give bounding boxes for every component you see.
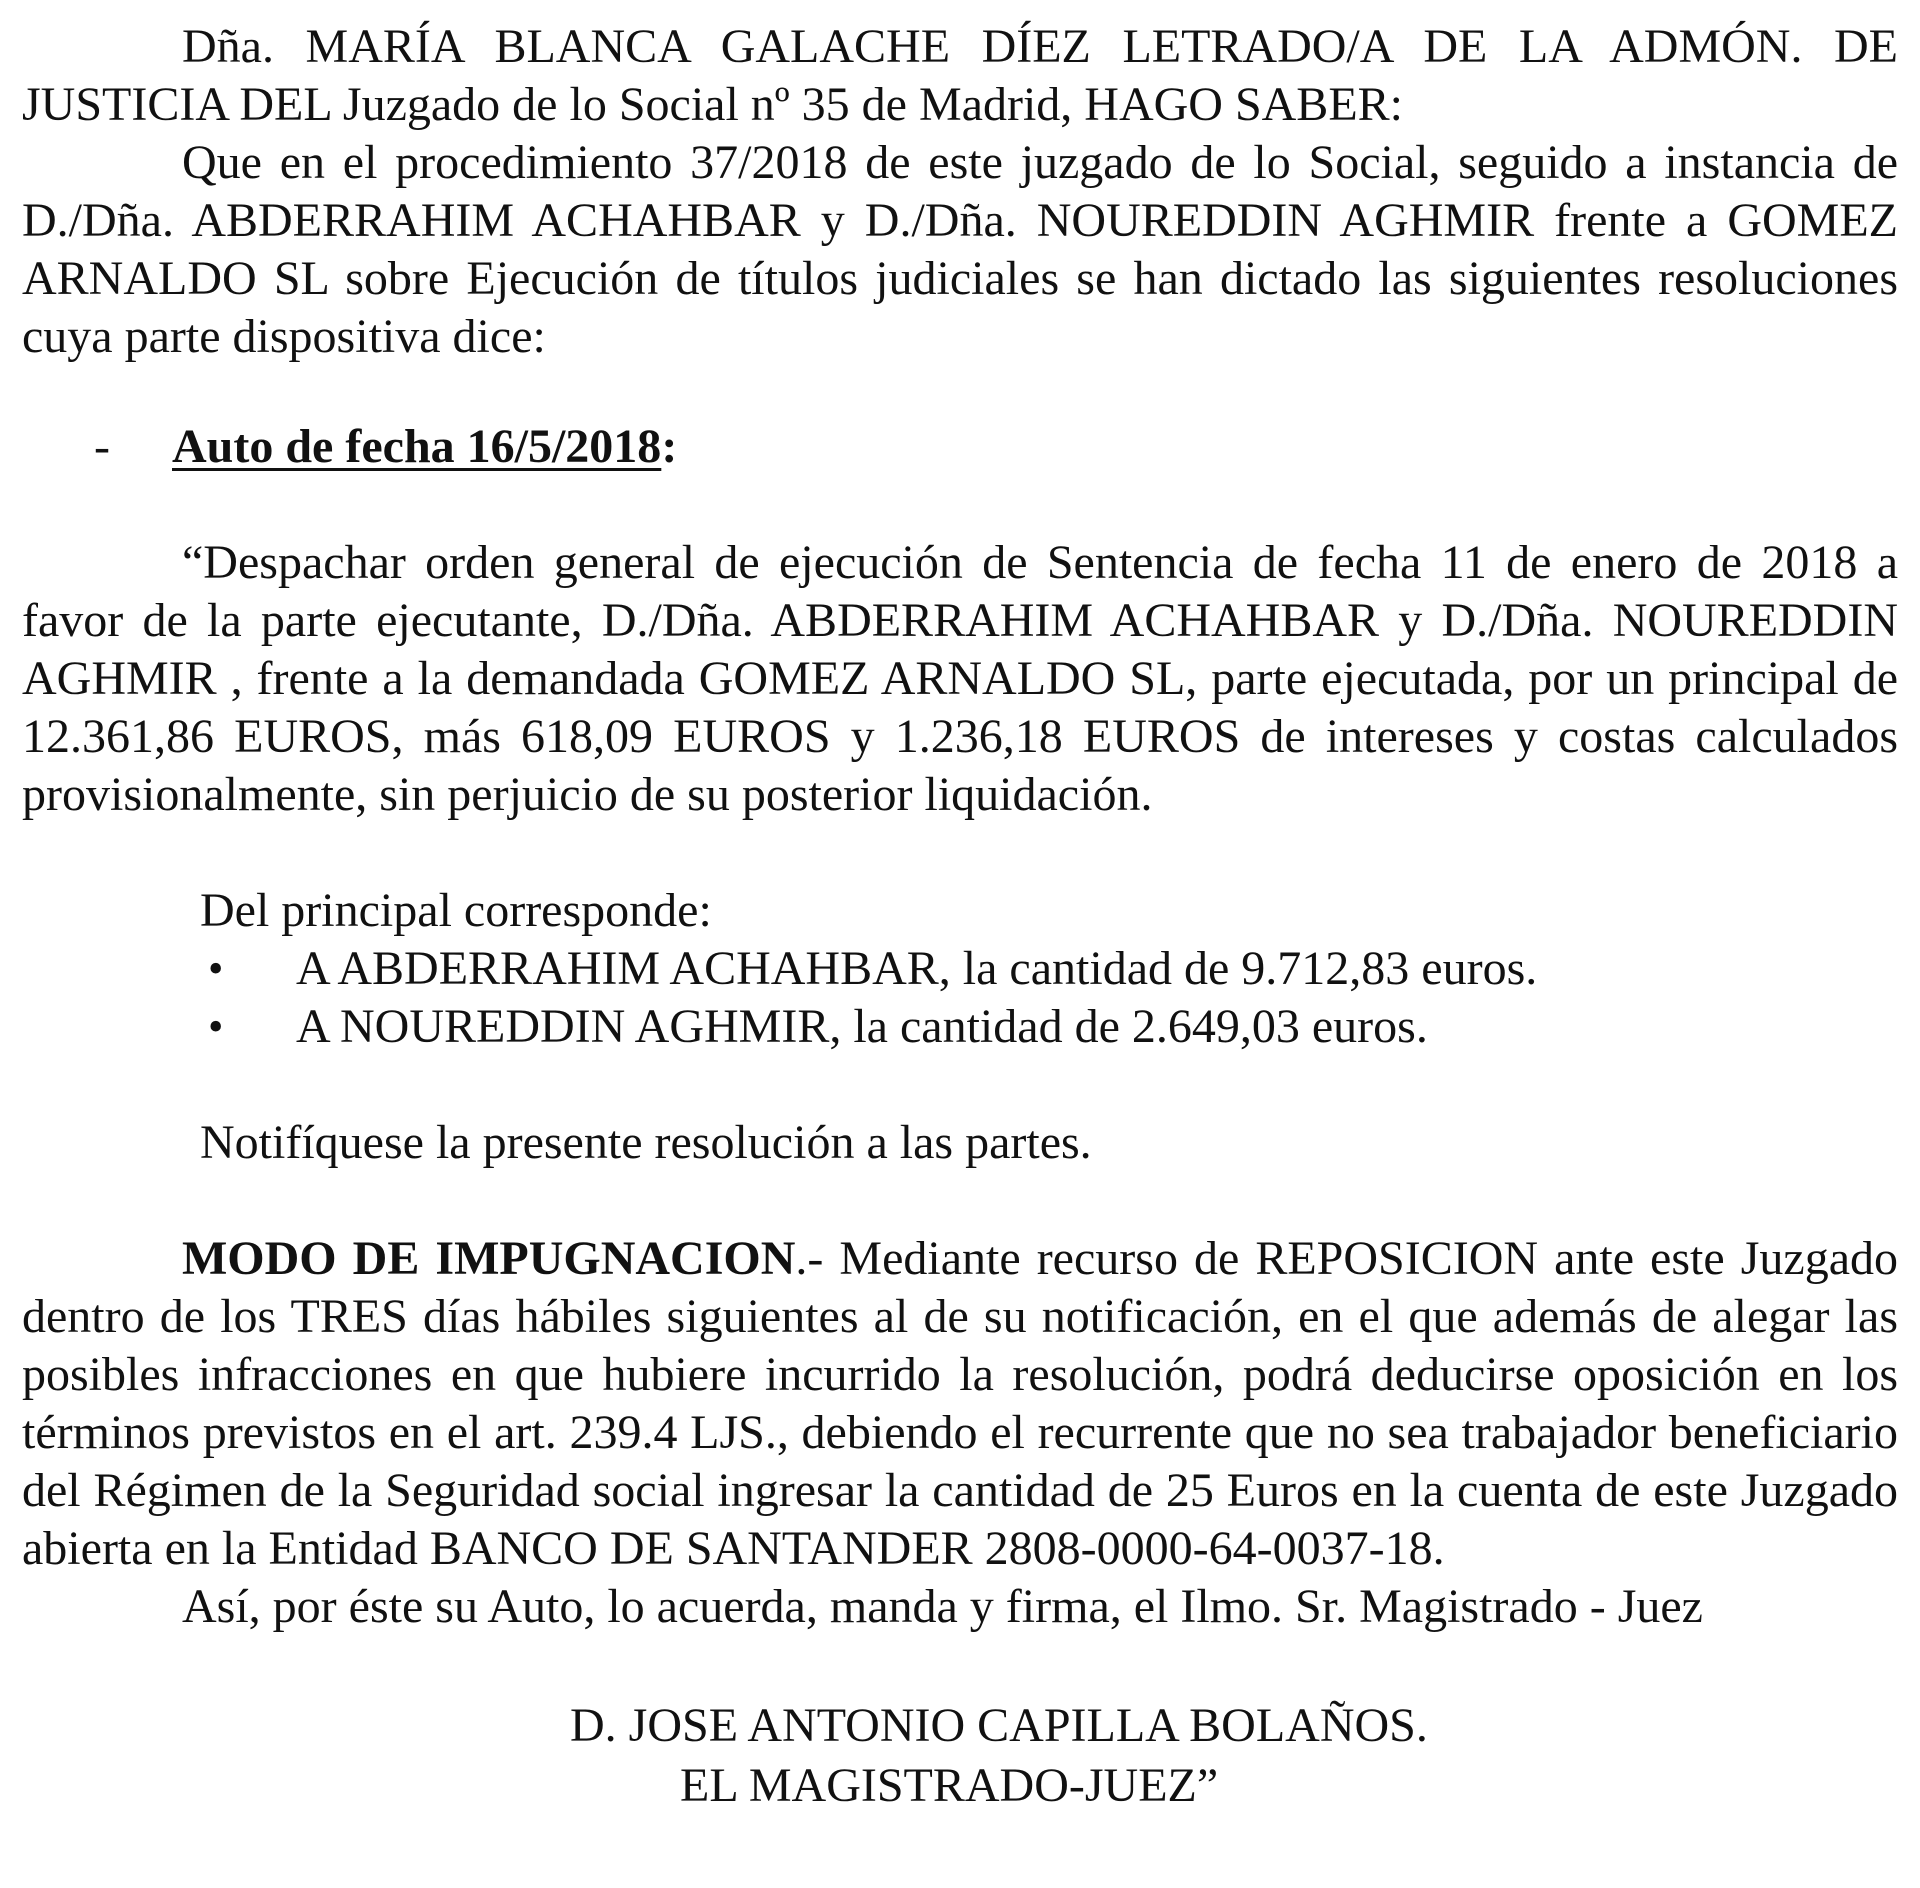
principal-intro: Del principal corresponde: — [200, 884, 712, 937]
heading-dash: - — [94, 420, 110, 473]
auto-heading-title: Auto de fecha 16/5/2018 — [172, 420, 662, 473]
procedure-paragraph: Que en el procedimiento 37/2018 de este juzgado de lo Social, seguido a instancia de D./Dña. ABDERRAHIM ACHAHBAR y D./Dña. NOUREDDIN AGHMIR frente a GOMEZ ARNALDO SL sobre Ejecución de títulos judiciales se han dictado las siguientes resoluciones cuya parte dispositiva dice: — [22, 136, 1898, 363]
signature-name: D. JOSE ANTONIO CAPILLA BOLAÑOS. — [570, 1699, 1428, 1752]
principal-item-achahbar: • A ABDERRAHIM ACHAHBAR, la cantidad de 9.712,83 euros. — [200, 940, 1898, 998]
modo-impugnacion-paragraph — [22, 1230, 1898, 1578]
modo-impugnacion-label: MODO DE IMPUGNACION — [182, 1232, 796, 1285]
despachar-paragraph: “Despachar orden general de ejecución de Sentencia de fecha 11 de enero de 2018 a favor de la parte ejecutante, D./Dña. ABDERRAHIM ACHAHBAR y D./Dña. NOUREDDIN AGHMIR , frente a la demandada GOMEZ ARNALDO SL, parte ejecutada, por un principal de 12.361,86 EUROS, más 618,09 EUROS y 1.236,18 EUROS de intereses y costas calculados provisionalmente, sin perjuicio de su posterior liquidación. — [22, 536, 1898, 821]
intro-paragraph: Dña. MARÍA BLANCA GALACHE DÍEZ LETRADO/A DE LA ADMÓN. DE JUSTICIA DEL Juzgado de lo Social nº 35 de Madrid, HAGO SABER: — [22, 20, 1898, 131]
signature-role: EL MAGISTRADO-JUEZ” — [680, 1759, 1219, 1812]
auto-heading — [22, 418, 1898, 476]
asi-paragraph: Así, por éste su Auto, lo acuerda, manda y firma, el Ilmo. Sr. Magistrado - Juez — [182, 1580, 1703, 1633]
document-page — [22, 18, 1898, 1816]
notifiquese-paragraph: Notifíquese la presente resolución a las partes. — [200, 1116, 1092, 1169]
auto-heading-colon: : — [661, 420, 678, 473]
modo-impugnacion-text: .- Mediante recurso de REPOSICION ante este Juzgado dentro de los TRES días hábiles siguientes al de su notificación, en el que además de alegar las posibles infracciones en que hubiere incurrido la resolución, podrá deducirse oposición en los términos previstos en el art. 239.4 LJS., debiendo el recurrente que no sea trabajador beneficiario del Régimen de la Seguridad social ingresar la cantidad de 25 Euros en la cuenta de este Juzgado abierta en la Entidad BANCO DE SANTANDER 2808-0000-64-0037-18. — [22, 1232, 1899, 1575]
principal-list — [22, 940, 1898, 1056]
principal-item-aghmir: • A NOUREDDIN AGHMIR, la cantidad de 2.649,03 euros. — [200, 998, 1898, 1056]
